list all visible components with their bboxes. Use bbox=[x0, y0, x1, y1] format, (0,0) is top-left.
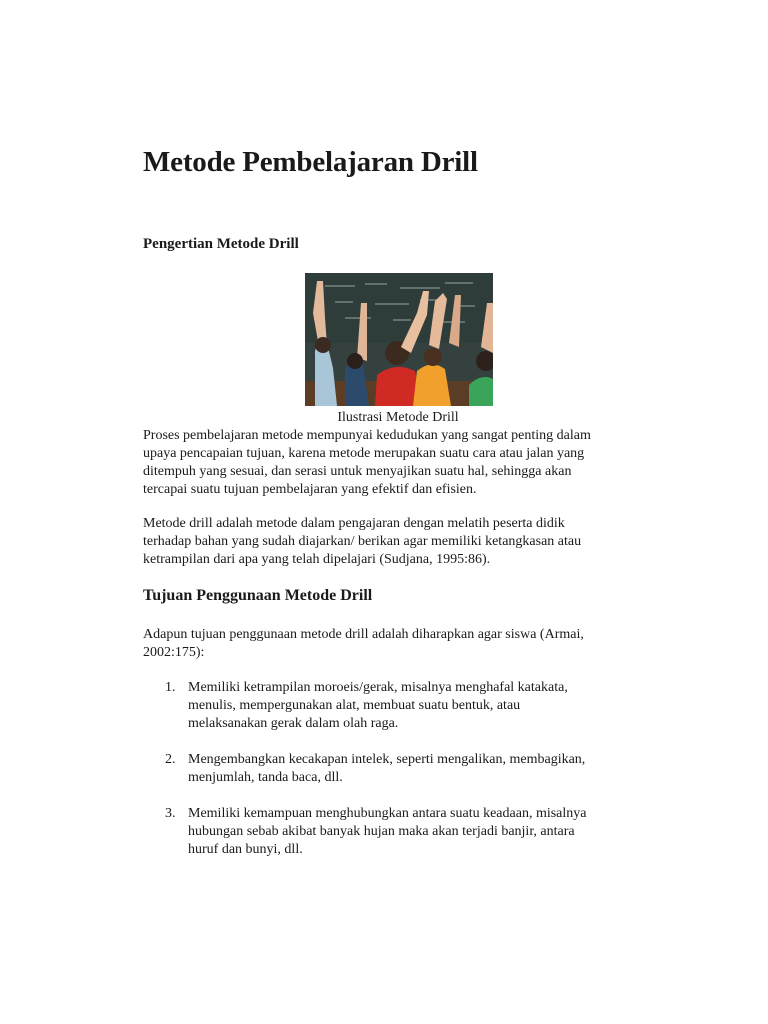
list-item-line: huruf dan bunyi, dll. bbox=[188, 842, 303, 857]
list-item-line: Memiliki kemampuan menghubungkan antara suatu keadaan, misalnya bbox=[188, 806, 587, 821]
document-title: Metode Pembelajaran Drill bbox=[143, 146, 478, 178]
list-item-line: menulis, mempergunakan alat, membuat suatu bentuk, atau bbox=[188, 698, 521, 713]
list-number: 1. bbox=[165, 680, 176, 695]
paragraph-line: 2002:175): bbox=[143, 645, 205, 660]
list-item bbox=[143, 805, 643, 859]
section-heading-tujuan: Tujuan Penggunaan Metode Drill bbox=[143, 587, 373, 604]
illustration-image bbox=[305, 273, 493, 406]
paragraph-definisi-drill bbox=[143, 515, 643, 569]
list-item-line: Memiliki ketrampilan moroeis/gerak, misalnya menghafal katakata, bbox=[188, 680, 568, 695]
list-number: 3. bbox=[165, 806, 176, 821]
list-item-line: Mengembangkan kecakapan intelek, seperti mengalikan, membagikan, bbox=[188, 752, 586, 767]
tujuan-list bbox=[143, 679, 643, 877]
list-item-line: hubungan sebab akibat banyak hujan maka akan terjadi banjir, antara bbox=[188, 824, 575, 839]
list-item bbox=[143, 679, 643, 733]
paragraph-line: tercapai suatu tujuan pembelajaran yang efektif dan efisien. bbox=[143, 482, 477, 497]
list-item-line: menjumlah, tanda baca, dll. bbox=[188, 770, 343, 785]
paragraph-line: terhadap bahan yang sudah diajarkan/ berikan agar memiliki ketangkasan atau bbox=[143, 534, 582, 549]
paragraph-proses-pembelajaran bbox=[143, 427, 643, 499]
section-heading-pengertian: Pengertian Metode Drill bbox=[143, 236, 299, 252]
paragraph-line: Metode drill adalah metode dalam pengajaran dengan melatih peserta didik bbox=[143, 516, 565, 531]
paragraph-line: Proses pembelajaran metode mempunyai kedudukan yang sangat penting dalam bbox=[143, 428, 591, 443]
list-item bbox=[143, 751, 643, 787]
list-item-line: melaksanakan gerak dalam olah raga. bbox=[188, 716, 399, 731]
paragraph-line: ketrampilan dari apa yang telah dipelajari (Sudjana, 1995:86). bbox=[143, 552, 491, 567]
paragraph-intro-tujuan bbox=[143, 626, 643, 662]
image-caption: Ilustrasi Metode Drill bbox=[337, 410, 459, 425]
paragraph-line: upaya pencapaian tujuan, karena metode merupakan suatu cara atau jalan yang bbox=[143, 446, 585, 461]
list-number: 2. bbox=[165, 752, 176, 767]
paragraph-line: Adapun tujuan penggunaan metode drill adalah diharapkan agar siswa (Armai, bbox=[143, 627, 584, 642]
paragraph-line: ditempuh yang sesuai, dan serasi untuk menyajikan suatu hal, sehingga akan bbox=[143, 464, 572, 479]
